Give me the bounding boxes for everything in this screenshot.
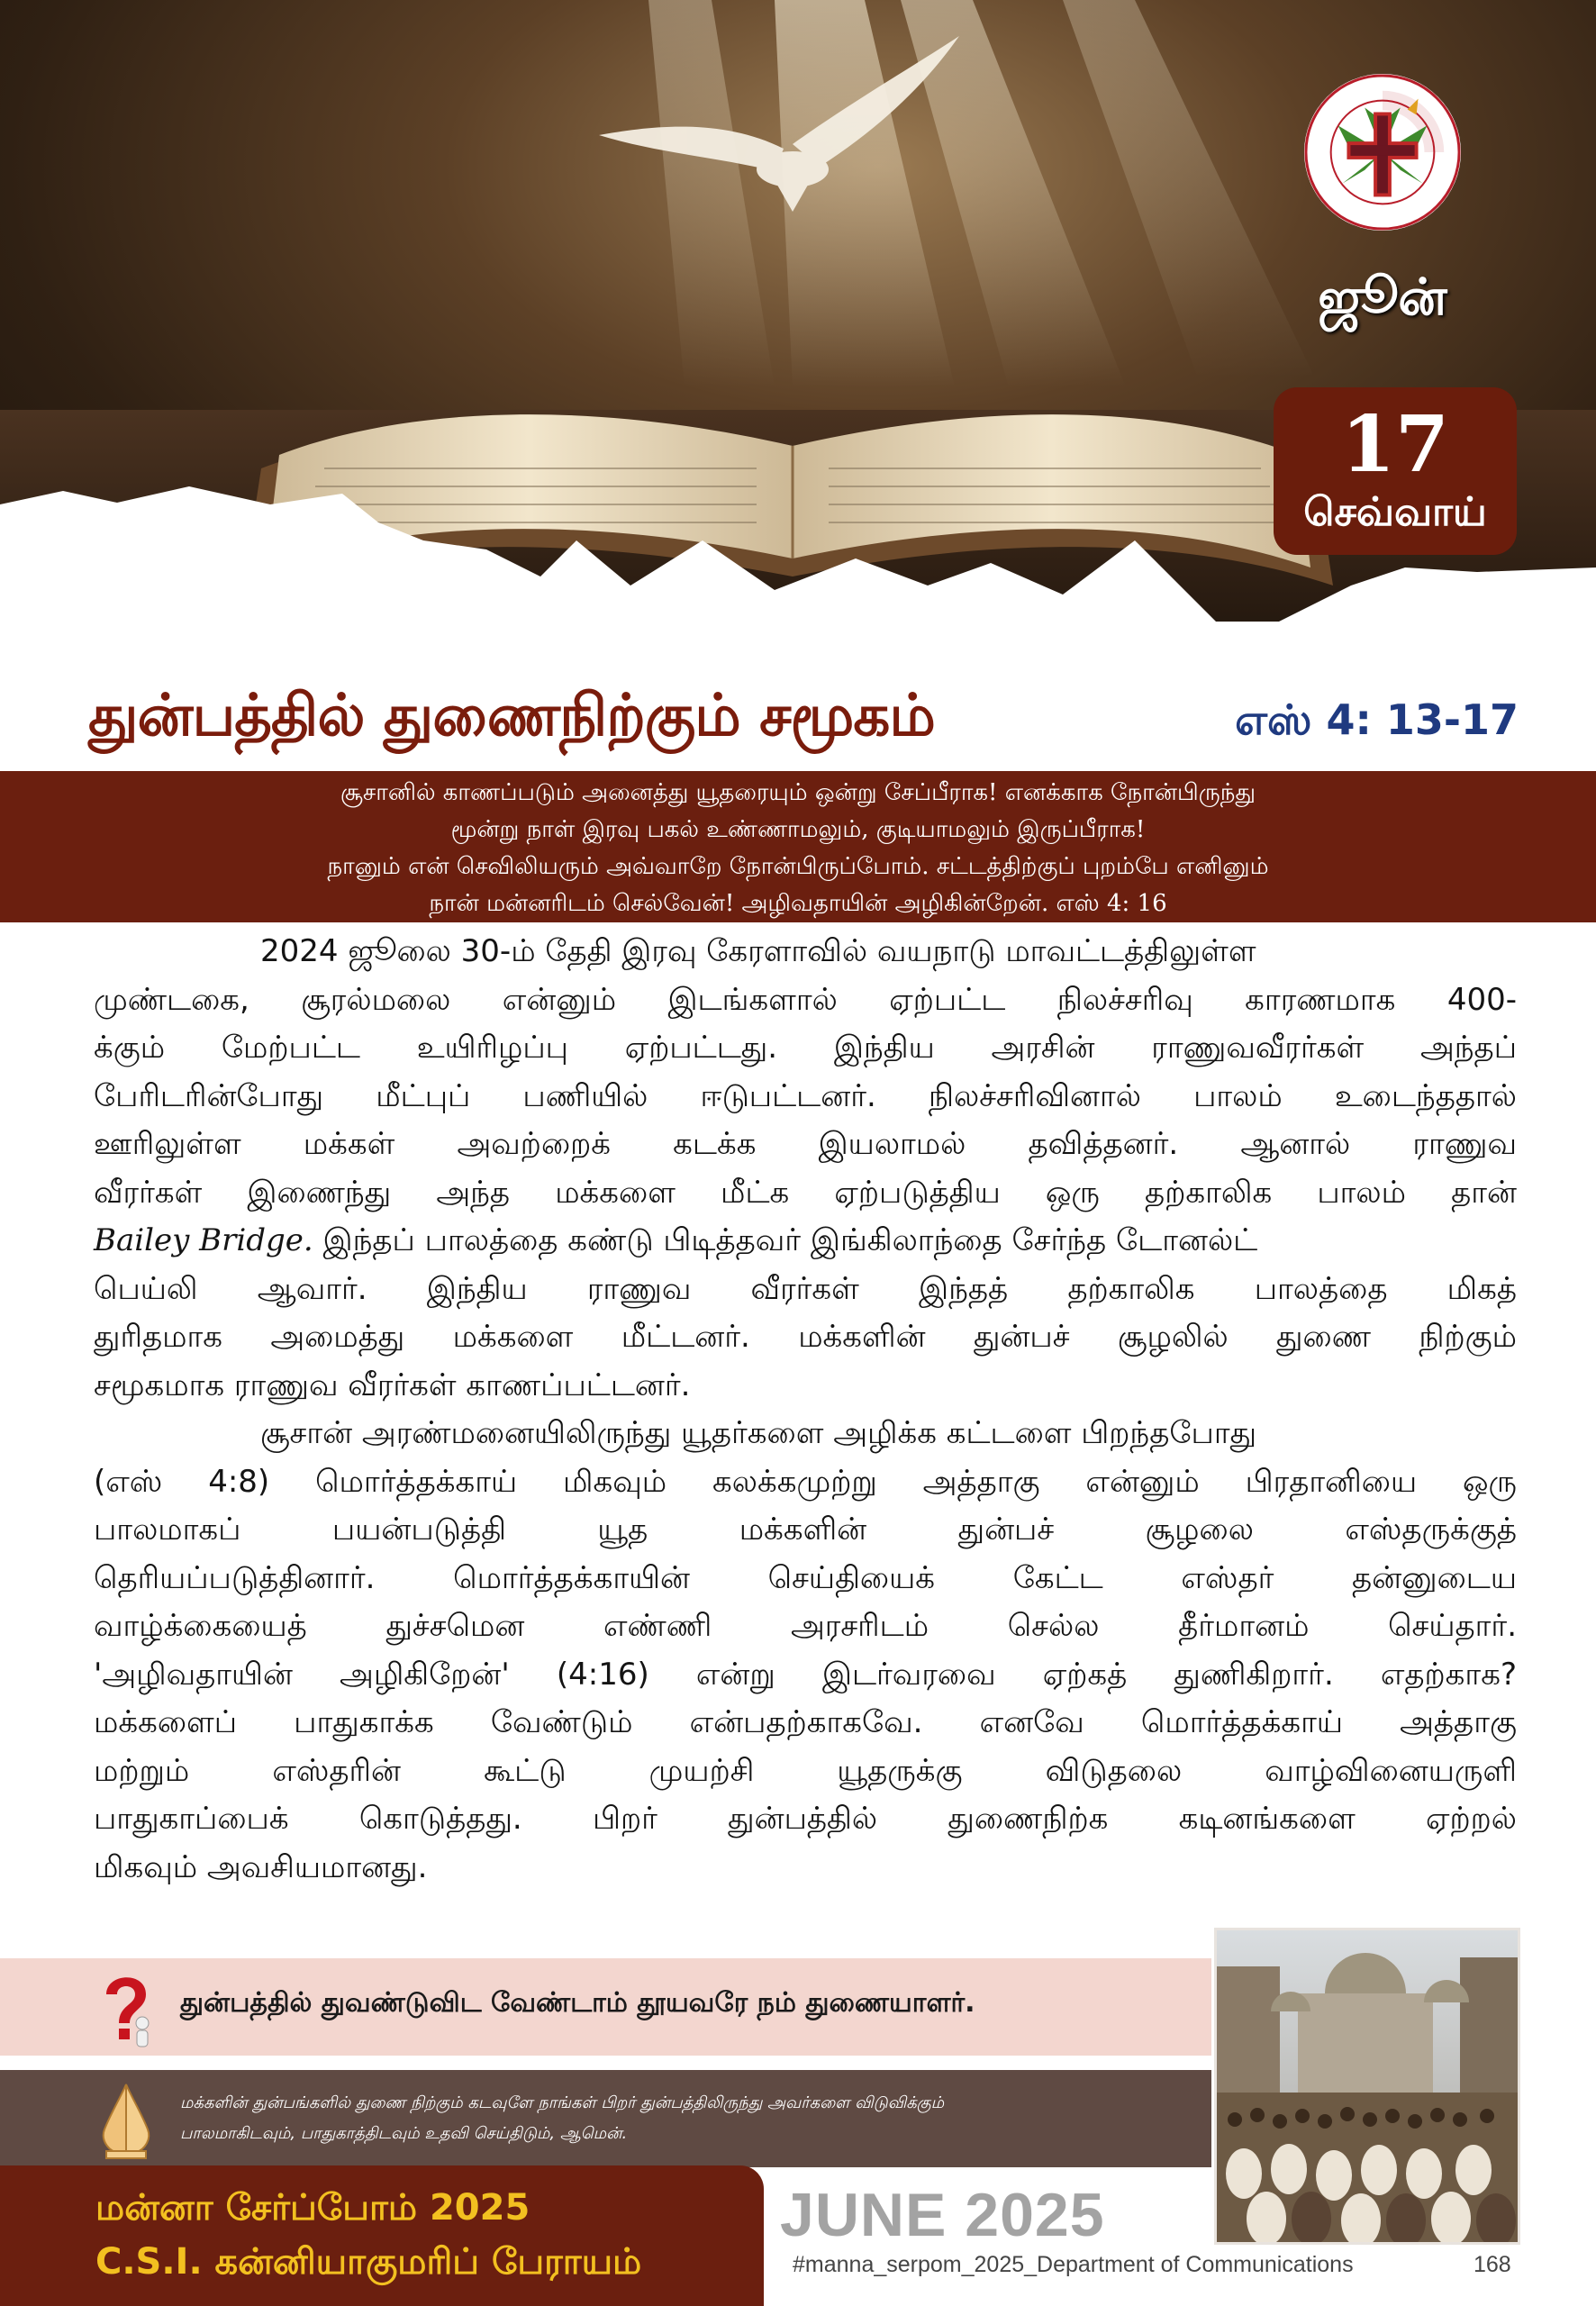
weekday-label: செவ்வாய் bbox=[1303, 489, 1487, 535]
month-label: ஜூன் bbox=[1318, 268, 1447, 327]
body-line: வாழ்க்கையைத் துச்சமென எண்ணி அரசரிடம் செல்ல தீர்மானம் செய்தார். bbox=[94, 1608, 1517, 1644]
reflection-question bbox=[0, 1958, 1211, 2056]
body-line-rest: இந்தப் பாலத்தை கண்டு பிடித்தவர் இங்கிலாந்தை சேர்ந்த டோனல்ட் bbox=[313, 1222, 1258, 1258]
prayer-line: பாலமாகிடவும், பாதுகாத்திடவும் உதவி செய்திடும், ஆமென். bbox=[180, 2124, 628, 2143]
question-text: துன்பத்தில் துவண்டுவிட வேண்டாம் தூயவரே நம் துணையாளர். bbox=[180, 1987, 975, 2019]
crowd-illustration bbox=[1214, 1928, 1520, 2245]
diocese-logo bbox=[1302, 72, 1463, 232]
footer-banner bbox=[0, 2165, 764, 2306]
body-line: பேரிடரின்போது மீட்புப் பணியில் ஈடுபட்டனர். நிலச்சரிவினால் பாலம் உடைந்ததால் bbox=[94, 1077, 1517, 1114]
body-line: தெரியப்படுத்தினார். மொர்த்தக்காயின் செய்தியைக் கேட்ட எஸ்தர் தன்னுடைய bbox=[94, 1559, 1517, 1596]
light-ray bbox=[648, 0, 775, 387]
body-line: பாதுகாப்பைக் கொடுத்தது. பிறர் துன்பத்தில் துணைநிற்க கடினங்களை ஏற்றல் bbox=[94, 1801, 1517, 1837]
question-mark-icon bbox=[90, 1967, 162, 2050]
hero-banner bbox=[0, 0, 1596, 667]
date-badge bbox=[1274, 387, 1517, 555]
body-line: சூசான் அரண்மனையிலிருந்து யூதர்களை அழிக்க கட்டளை பிறந்தபோது bbox=[260, 1415, 1257, 1451]
verse-line: சூசானில் காணப்படும் அனைத்து யூதரையும் ஒன்று சேப்பீராக! எனக்காக நோன்பிருந்து bbox=[340, 779, 1256, 806]
body-line: பாலமாகப் பயன்படுத்தி யூத மக்களின் துன்பச் சூழலை எஸ்தருக்குத் bbox=[94, 1512, 1517, 1548]
bridge-name: Bailey Bridge. bbox=[94, 1222, 313, 1258]
body-line: க்கும் மேற்பட்ட உயிரிழப்பு ஏற்பட்டது. இந்திய அரசின் ராணுவவீரர்கள் அந்தப் bbox=[94, 1030, 1517, 1066]
praying-hands-icon bbox=[90, 2079, 162, 2160]
body-line: மக்களைப் பாதுகாக்க வேண்டும் என்பதற்காகவே. எனவே மொர்த்தக்காய் அத்தாகு bbox=[94, 1704, 1517, 1740]
date-number: 17 bbox=[1341, 399, 1449, 490]
page-title: துன்பத்தில் துணைநிற்கும் சமூகம் bbox=[88, 683, 935, 749]
footer-subtitle: C.S.I. கன்னியாகுமரிப் பேராயம் bbox=[95, 2241, 642, 2283]
body-line: 'அழிவதாயின் அழிகிறேன்' (4:16) என்று இடர்வரவை ஏற்கத் துணிகிறார். எதற்காக? bbox=[94, 1656, 1517, 1693]
body-line bbox=[94, 1217, 1517, 1266]
body-line: மிகவும் அவசியமானது. bbox=[94, 1848, 428, 1885]
footer-month-year: JUNE 2025 bbox=[780, 2181, 1105, 2249]
page-number: 168 bbox=[1474, 2252, 1511, 2277]
body-line: சமூகமாக ராணுவ வீரர்கள் காணப்பட்டனர். bbox=[94, 1366, 691, 1403]
body-line: துரிதமாக அமைத்து மக்களை மீட்டனர். மக்களின் துன்பச் சூழலில் துணை நிற்கும் bbox=[94, 1319, 1517, 1355]
body-line: ஊரிலுள்ள மக்கள் அவற்றைக் கடக்க இயலாமல் தவித்தனர். ஆனால் ராணுவ bbox=[94, 1126, 1517, 1162]
scripture-reference: எஸ் 4: 13-17 bbox=[1235, 695, 1519, 744]
footer-hashtag: #manna_serpom_2025_Department of Communications bbox=[793, 2252, 1354, 2277]
body-line: மற்றும் எஸ்தரின் கூட்டு முயற்சி யூதருக்கு விடுதலை வாழ்வினையருளி bbox=[94, 1752, 1517, 1789]
verse-line: நான் மன்னரிடம் செல்வேன்! அழிவதாயின் அழிகின்றேன். எஸ் 4: 16 bbox=[429, 890, 1167, 917]
body-line: முண்டகை, சூரல்மலை என்னும் இடங்களால் ஏற்பட்ட நிலச்சரிவு காரணமாக 400- bbox=[94, 981, 1517, 1018]
verse-block bbox=[0, 771, 1596, 922]
prayer-text bbox=[180, 2088, 944, 2149]
prayer-box bbox=[0, 2070, 1211, 2167]
verse-line: நானும் என் செவிலியரும் அவ்வாறே நோன்பிருப்போம். சட்டத்திற்குப் புறம்பே எனினும் bbox=[327, 853, 1269, 880]
body-line: வீரர்கள் இணைந்து அந்த மக்களை மீட்க ஏற்படுத்திய ஒரு தற்காலிக பாலம் தான் bbox=[94, 1174, 1517, 1211]
body-line: பெய்லி ஆவார். இந்திய ராணுவ வீரர்கள் இந்தத் தற்காலிக பாலத்தை மிகத் bbox=[94, 1270, 1517, 1307]
body-line: 2024 ஜூலை 30-ம் தேதி இரவு கேரளாவில் வயநாடு மாவட்டத்திலுள்ள bbox=[260, 933, 1256, 969]
article-body bbox=[94, 928, 1517, 1892]
body-line: (எஸ் 4:8) மொர்த்தக்காய் மிகவும் கலக்கமுற்று அத்தாகு என்னும் பிரதானியை ஒரு bbox=[94, 1463, 1517, 1500]
footer-title: மன்னா சேர்ப்போம் 2025 bbox=[95, 2187, 530, 2229]
prayer-line: மக்களின் துன்பங்களில் துணை நிற்கும் கடவுளே நாங்கள் பிறர் துன்பத்திலிருந்து அவர்களை விடுவிக்கும் bbox=[180, 2093, 945, 2112]
light-ray bbox=[1063, 0, 1315, 378]
verse-line: மூன்று நாள் இரவு பகல் உண்ணாமலும், குடியாமலும் இருப்பீராக! bbox=[450, 816, 1146, 843]
